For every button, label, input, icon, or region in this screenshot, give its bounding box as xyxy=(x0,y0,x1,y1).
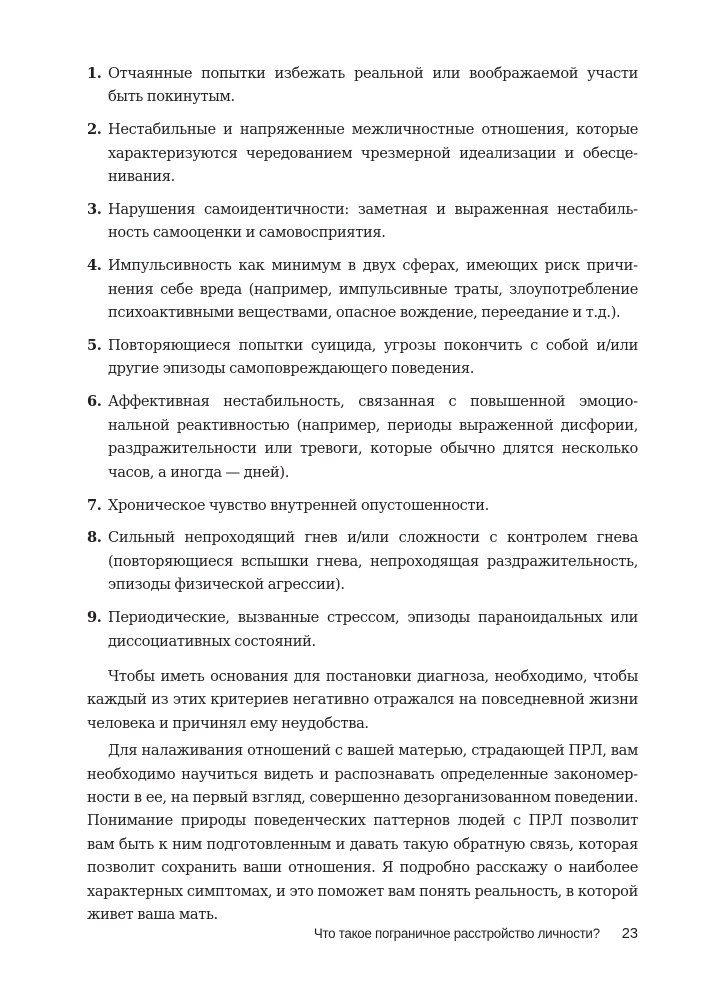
list-item-text: Нарушения самоидентичности: заметная и выраженная нестабильность самооценки и самовосприятия. xyxy=(108,201,638,242)
list-item-text: Импульсивность как минимум в двух сферах, имеющих риск причинения себе вреда (например, импульсивные траты, злоупотребление психоактивными веществами, опасное вождение, переедание и т.д.). xyxy=(108,257,638,322)
list-item-number: 9. xyxy=(87,609,102,627)
list-item xyxy=(87,494,638,517)
list-item-number: 8. xyxy=(87,529,102,547)
list-item xyxy=(87,254,638,324)
running-title: Что такое пограничное расстройство личности? xyxy=(313,926,600,941)
list-item xyxy=(87,334,638,381)
list-item-number: 1. xyxy=(87,65,102,82)
list-item-number: 2. xyxy=(87,121,102,139)
list-item-text: Нестабильные и напряженные межличностные отношения, которые характеризуются чередованием чрезмерной идеализации и обесценивания. xyxy=(108,121,638,186)
list-item-text: Аффективная нестабильность, связанная с повышенной эмоциональной реактивностью (например, периоды выраженной дисфории, раздражительности или тревоги, которые обычно длятся несколько часов, а иногда — дней). xyxy=(108,393,638,481)
list-item xyxy=(87,390,638,484)
list-item xyxy=(87,606,638,653)
list-item-text: Повторяющиеся попытки суицида, угрозы покончить с собой и/или другие эпизоды самоповреждающего поведения. xyxy=(108,337,638,378)
page-content xyxy=(87,62,638,926)
list-item xyxy=(87,62,638,109)
list-item-number: 5. xyxy=(87,337,102,355)
list-item xyxy=(87,526,638,596)
list-item-text: Хроническое чувство внутренней опустошенности. xyxy=(108,496,489,514)
list-item xyxy=(87,198,638,245)
list-item-number: 6. xyxy=(87,393,102,411)
body-paragraph: Для налаживания отношений с вашей матерью, страдающей ПРЛ, вам необходимо научиться видеть и распознавать определенные закономерности в ее, на первый взгляд, совершенно дезорганизованном поведении. Понимание природы поведенческих паттернов людей с ПРЛ позволит вам быть к ним подготовленным и давать такую обратную связь, которая позволит сохранить ваши отношения. Я подробно расскажу о наиболее характерных симптомах, и это поможет вам понять реальность, в которой живет ваша мать. xyxy=(87,742,638,923)
list-item-text: Периодические, вызванные стрессом, эпизоды параноидальных или диссоциативных состояний. xyxy=(108,609,638,650)
list-item-number: 7. xyxy=(87,496,102,514)
body-paragraph: Чтобы иметь основания для постановки диагноза, необходимо, чтобы каждый из этих критериев негативно отражался на повседневной жизни человека и причинял ему неудобства. xyxy=(87,667,638,732)
list-item-number: 4. xyxy=(87,257,102,275)
list-item-text: Сильный непроходящий гнев и/или сложности с контролем гнева (повторяющиеся вспышки гнева, непроходящая раздражительность, эпизоды физической агрессии). xyxy=(108,529,638,594)
page-footer xyxy=(87,926,638,942)
list-item-text: Отчаянные попытки избежать реальной или воображаемой участи быть покинутым. xyxy=(108,65,638,106)
list-item xyxy=(87,118,638,188)
criteria-list xyxy=(87,62,638,653)
page-number: 23 xyxy=(621,926,638,942)
list-item-number: 3. xyxy=(87,201,102,219)
